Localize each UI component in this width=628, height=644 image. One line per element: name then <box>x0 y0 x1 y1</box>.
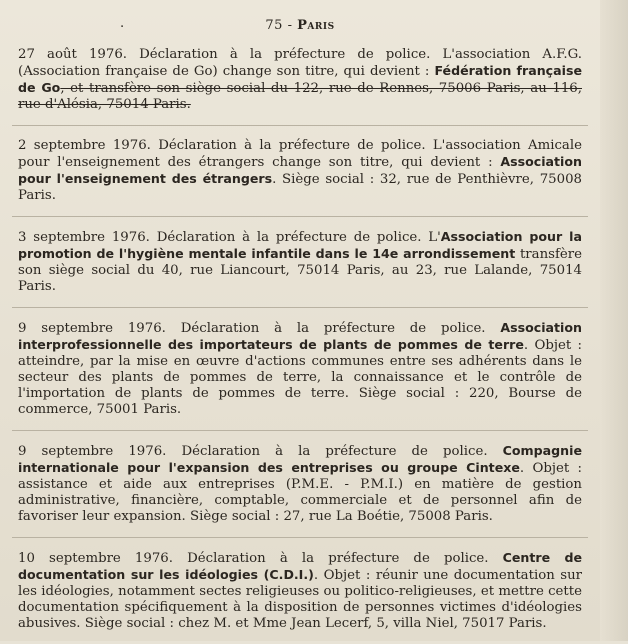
entry-divider <box>12 430 588 431</box>
entry-federation-go <box>18 47 582 125</box>
page-number: 75 <box>265 18 283 33</box>
entry-org-name: Association interprofessionnelle des importateurs de plants de pommes de terre <box>18 320 582 352</box>
entry-cintexe <box>18 443 582 537</box>
entry-intro: 27 août 1976. Déclaration à la préfecture de police. L'association A.F.G. (Association française de Go) change son titre, qui devient : <box>18 47 582 79</box>
page-header <box>18 18 582 33</box>
entry-intro: 9 septembre 1976. Déclaration à la préfecture de police. <box>18 321 501 336</box>
entry-body: . Objet : atteindre, par la mise en œuvre d'actions communes entre ses adhérents dans le secteur des plants de pommes de terre, la connaissance et le contrôle de l'importation de plants de pommes de terre. Siège social : 220, Bourse de commerce, 75001 Paris. <box>18 338 582 417</box>
entry-divider <box>12 125 588 126</box>
entry-importateurs-plants <box>18 320 582 430</box>
entry-body: . Objet : réunir une documentation sur les idéologies, notamment sectes religieuses ou politico-religieuses, et mettre cette documentation spécifiquement à la disposition de personnes victimes d'idéologies abusives. Siège social : chez M. et Mme Jean Lecerf, 5, villa Niel, 75017 Paris. <box>18 568 583 631</box>
entry-org-name: Association pour la promotion de l'hygiène mentale infantile dans le 14e arrondissement <box>18 229 582 261</box>
entry-divider <box>12 537 588 538</box>
entry-intro: 2 septembre 1976. Déclaration à la préfecture de police. L'association Amicale pour l'enseignement des étrangers change son titre, qui devient : <box>18 138 582 170</box>
entry-org-name: Compagnie internationale pour l'expansion des entreprises ou groupe Cintexe <box>18 443 582 475</box>
entry-body: . Siège social : 32, rue de Penthièvre, 75008 Paris. <box>18 172 582 203</box>
entry-divider <box>12 216 588 217</box>
entry-intro: 10 septembre 1976. Déclaration à la préfecture de police. <box>18 551 503 566</box>
entry-org-name: Centre de documentation sur les idéologies (C.D.I.) <box>18 550 582 582</box>
entry-cdi <box>18 550 582 644</box>
page-edge-shadow <box>600 0 628 641</box>
entry-intro: 9 septembre 1976. Déclaration à la préfecture de police. <box>18 444 503 459</box>
entry-body: . Objet : assistance et aide aux entreprises (P.M.E. - P.M.I.) en matière de gestion administrative, financière, comptable, commerciale et de personnel afin de favoriser leur expansion. Siège social : 27, rue La Boétie, 75008 Paris. <box>18 461 582 524</box>
entry-org-name: Fédération française de Go <box>18 63 582 95</box>
entry-hygiene-mentale <box>18 229 582 307</box>
entry-intro: 3 septembre 1976. Déclaration à la préfecture de police. L' <box>18 230 441 245</box>
entry-body: , et transfère son siège social du 122, rue de Rennes, 75006 Paris, au 116, rue d'Alésia, 75014 Paris. <box>18 81 582 112</box>
section-title: Paris <box>297 18 335 33</box>
entry-org-name: Association pour l'enseignement des étrangers <box>18 154 582 186</box>
header-dot: . <box>120 16 125 31</box>
entry-divider <box>12 307 588 308</box>
entry-body: transfère son siège social du 40, rue Liancourt, 75014 Paris, au 23, rue Lalande, 75014 Paris. <box>18 247 582 294</box>
header-separator: - <box>282 18 298 33</box>
entry-enseignement-etrangers <box>18 138 582 216</box>
